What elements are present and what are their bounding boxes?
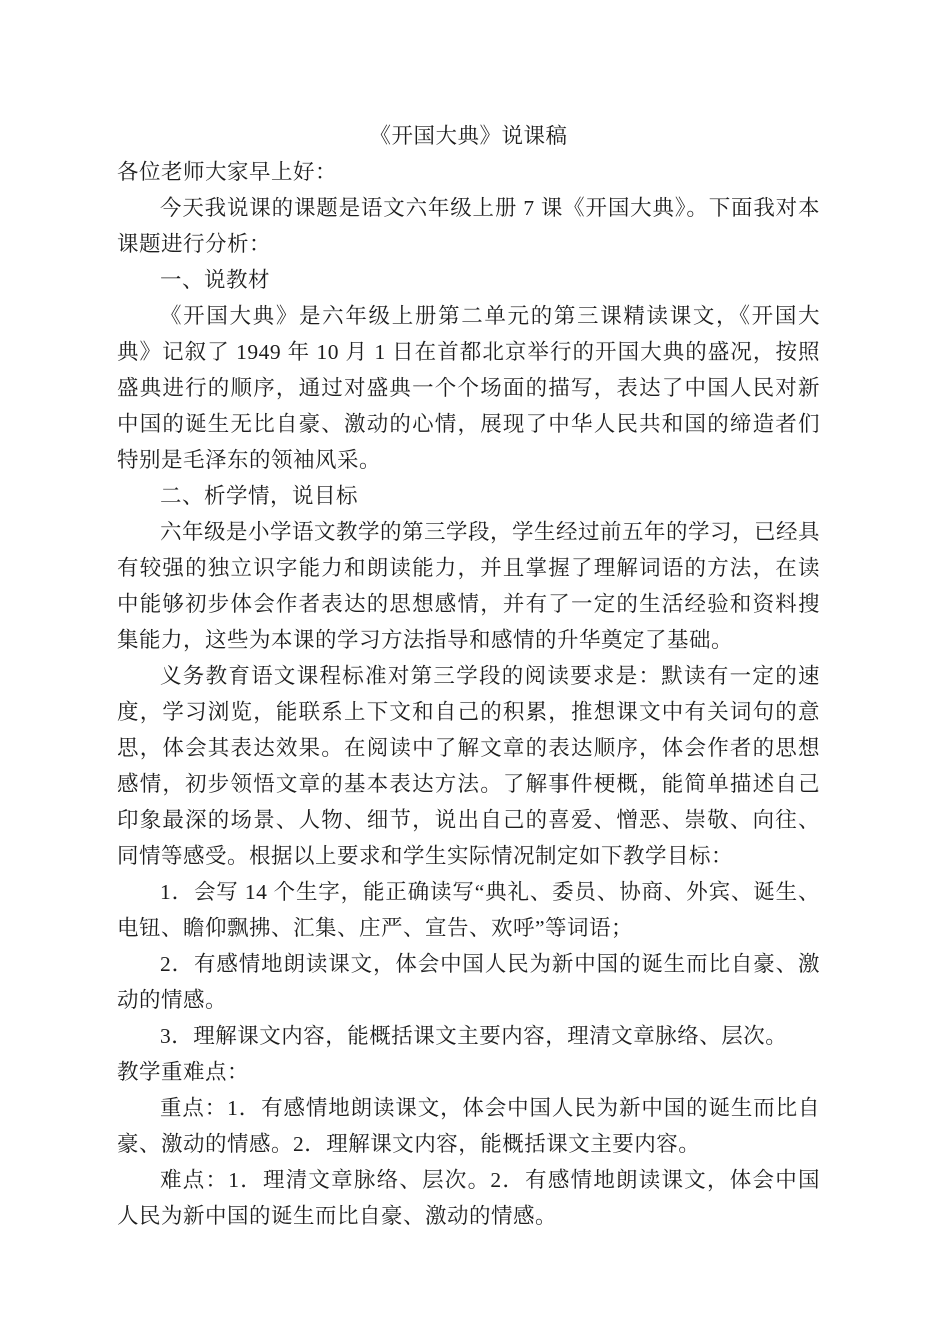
key-difficult-points-heading: 教学重难点： — [117, 1060, 250, 1084]
greeting-line: 各位老师大家早上好： — [117, 160, 338, 184]
learner-analysis: 六年级是小学语文教学的第三学段，学生经过前五年的学习，已经具有较强的独立识字能力和朗读能力，并且掌握了理解词语的方法，在读中能够初步体会作者表达的思想感情，并有了一定的生活经验和资料搜集能力，这些为本课的学习方法指导和感情的升华奠定了基础。 — [117, 520, 821, 652]
section-heading-teaching-material: 一、说教材 — [160, 268, 271, 292]
difficult-points-paragraph: 难点：1．理清文章脉络、层次。2．有感情地朗读课文，体会中国人民为新中国的诞生而比自豪、激动的情感。 — [117, 1168, 820, 1228]
objective-2: 2．有感情地朗读课文，体会中国人民为新中国的诞生而比自豪、激动的情感。 — [117, 952, 820, 1012]
teaching-material-analysis: 《开国大典》是六年级上册第二单元的第三课精读课文，《开国大典》记叙了 1949 年 10 月 1 日在首都北京举行的开国大典的盛况，按照盛典进行的顺序，通过对盛典一个个场面的描写，表达了中国人民对新中国的诞生无比自豪、激动的心情，展现了中华人民共和国的缔造者们特别是毛泽东的领袖风采。 — [117, 304, 820, 472]
intro-paragraph: 今天我说课的课题是语文六年级上册 7 课《开国大典》。下面我对本课题进行分析： — [117, 196, 820, 256]
curriculum-standard-paragraph: 义务教育语文课程标准对第三学段的阅读要求是：默读有一定的速度，学习浏览，能联系上下文和自己的积累，推想课文中有关词句的意思，体会其表达效果。在阅读中了解文章的表达顺序，体会作者的思想感情，初步领悟文章的基本表达方法。了解事件梗概，能简单描述自己印象最深的场景、人物、细节，说出自己的喜爱、憎恶、崇敬、向往、同情等感受。根据以上要求和学生实际情况制定如下教学目标： — [117, 664, 820, 868]
document-title: 《开国大典》说课稿 — [369, 124, 568, 148]
objective-3: 3．理解课文内容，能概括课文主要内容，理清文章脉络、层次。 — [160, 1024, 788, 1048]
key-points-paragraph: 重点：1．有感情地朗读课文，体会中国人民为新中国的诞生而比自豪、激动的情感。2．理解课文内容，能概括课文主要内容。 — [117, 1096, 820, 1156]
objective-1: 1．会写 14 个生字，能正确读写“典礼、委员、协商、外宾、诞生、电钮、瞻仰飘拂、汇集、庄严、宣告、欢呼”等词语； — [117, 880, 820, 940]
section-heading-learner-and-goals: 二、析学情，说目标 — [160, 484, 359, 508]
